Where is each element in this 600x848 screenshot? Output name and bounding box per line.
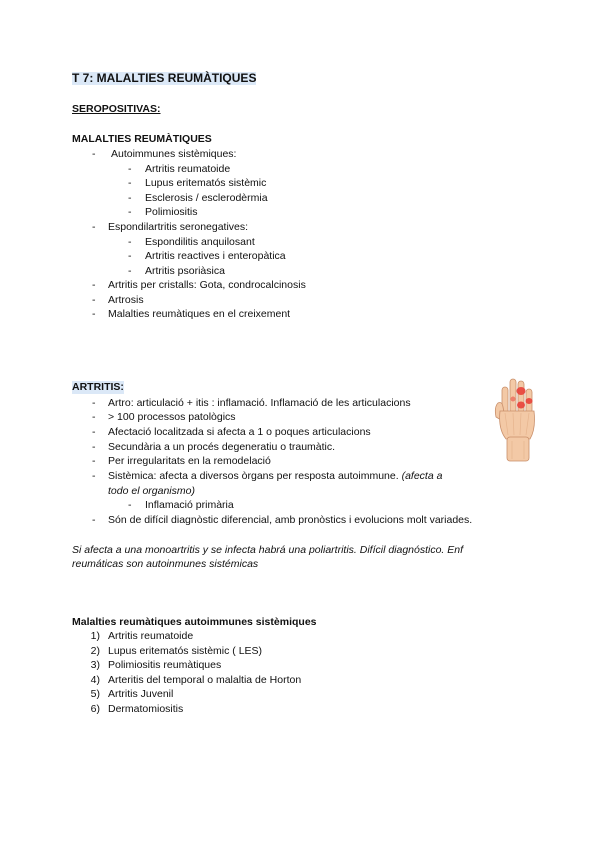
list-item: Esclerosis / esclerodèrmia (145, 192, 268, 204)
list-bullet: - (128, 177, 132, 189)
list-bullet: - (92, 308, 96, 320)
list-bullet: - (128, 206, 132, 218)
page-title: T 7: MALALTIES REUMÀTIQUES (72, 71, 257, 85)
section-heading-malalties: MALALTIES REUMÀTIQUES (72, 133, 212, 145)
list-bullet: - (128, 499, 132, 511)
seropositivas-heading: SEROPOSITIVAS: (72, 103, 161, 115)
list-bullet: - (92, 221, 96, 233)
list-bullet: - (92, 470, 96, 482)
list-item: Artritis reactives i enteropàtica (145, 250, 286, 262)
list-number: 6) (90, 703, 100, 715)
numbered-item: Artritis reumatoide (108, 630, 194, 642)
list-item: Per irregularitats en la remodelació (108, 455, 271, 467)
list-bullet: - (92, 514, 96, 526)
list-number: 5) (90, 688, 100, 700)
list-bullet: - (92, 455, 96, 467)
list-item-sistemica (108, 470, 442, 483)
list-bullet: - (92, 279, 96, 291)
sistemica-italic-note: (afecta a (401, 470, 443, 482)
list-bullet: - (92, 441, 96, 453)
list-item: Espondilitis anquilosant (145, 236, 255, 248)
numbered-item: Polimiositis reumàtiques (108, 659, 222, 671)
list-number: 4) (90, 674, 100, 686)
list-item: Artrosis (108, 294, 144, 306)
list-bullet: - (128, 192, 132, 204)
list-item: Artritis per cristalls: Gota, condrocalcinosis (108, 279, 306, 291)
list-item: Malalties reumàtiques en el creixement (108, 308, 291, 320)
numbered-item: Arteritis del temporal o malaltia de Horton (108, 674, 302, 686)
list-item: > 100 processos patològics (108, 411, 236, 423)
list-bullet: - (92, 148, 96, 160)
list-item: Polimiositis (145, 206, 198, 218)
hand-arthritis-illustration (492, 377, 544, 463)
list-bullet: - (128, 236, 132, 248)
list-item: Artritis psoriàsica (145, 265, 225, 277)
section-heading-autoimmunes: Malalties reumàtiques autoimmunes sistèmiques (72, 616, 317, 628)
list-item: Inflamació primària (145, 499, 234, 511)
list-item: Lupus eritematós sistèmic (145, 177, 267, 189)
list-item: Secundària a un procés degeneratiu o traumàtic. (108, 441, 336, 453)
list-bullet: - (92, 397, 96, 409)
list-bullet: - (92, 411, 96, 423)
list-item: Autoimmunes sistèmiques: (111, 148, 237, 160)
list-bullet: - (92, 294, 96, 306)
list-item-continuation: todo el organismo) (108, 485, 195, 497)
italic-note-line: Si afecta a una monoartritis y se infecta habrá una poliartritis. Difícil diagnóstico. Enf (72, 544, 464, 556)
artritis-heading: ARTRITIS: (72, 381, 124, 393)
list-bullet: - (92, 426, 96, 438)
list-number: 1) (90, 630, 100, 642)
numbered-item: Lupus eritematós sistèmic ( LES) (108, 645, 263, 657)
list-item: Artritis reumatoide (145, 163, 231, 175)
list-bullet: - (128, 265, 132, 277)
list-number: 3) (90, 659, 100, 671)
list-bullet: - (128, 250, 132, 262)
italic-note-line: reumáticas son autoinmunes sistémicas (72, 558, 259, 570)
list-number: 2) (90, 645, 100, 657)
numbered-item: Artritis Juvenil (108, 688, 174, 700)
list-item: Artro: articulació + itis : inflamació. Inflamació de les articulacions (108, 397, 411, 409)
list-item: Afectació localitzada si afecta a 1 o poques articulacions (108, 426, 371, 438)
list-item: Són de difícil diagnòstic diferencial, amb pronòstics i evolucions molt variades. (108, 514, 473, 526)
list-bullet: - (128, 163, 132, 175)
numbered-item: Dermatomiositis (108, 703, 184, 715)
list-item: Espondilartritis seronegatives: (108, 221, 249, 233)
sistemica-text: Sistèmica: afecta a diversos òrgans per resposta autoimmune. (108, 470, 399, 482)
